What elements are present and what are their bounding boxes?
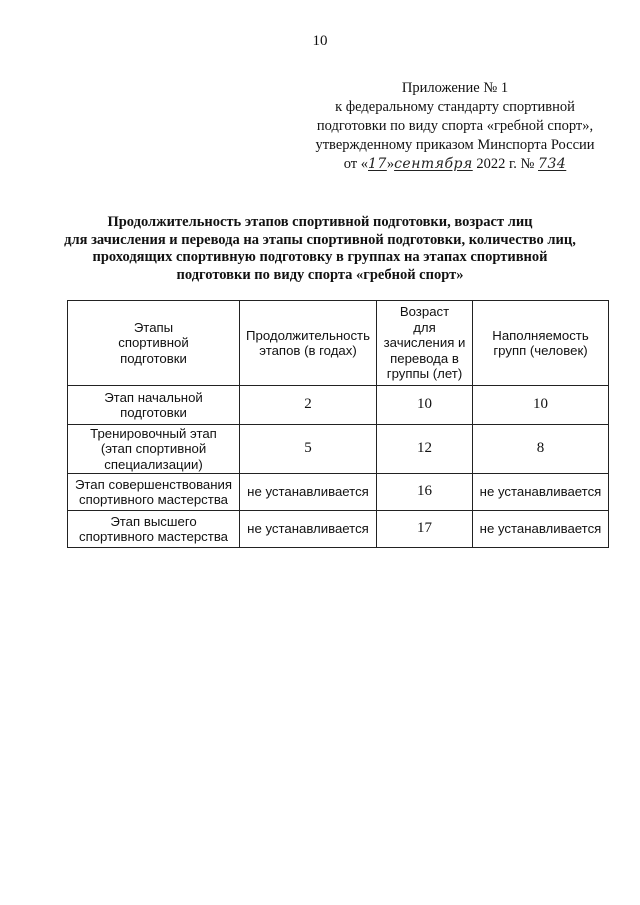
appendix-order: утвержденному приказом Минспорта России	[315, 137, 595, 153]
document-title	[40, 214, 600, 284]
cell-stage: Этап начальной подготовки	[68, 386, 240, 425]
cell-stage: Этап высшего спортивного мастерства	[68, 511, 240, 548]
header-stage: Этапы спортивной подготовки	[68, 301, 240, 386]
order-number: 734	[538, 156, 567, 172]
cell-stage: Тренировочный этап (этап спортивной специализации)	[68, 425, 240, 474]
cell-group-size: не устанавливается	[473, 511, 609, 548]
cell-age: 16	[377, 474, 473, 511]
cell-duration: 2	[240, 386, 377, 425]
cell-group-size: 10	[473, 386, 609, 425]
cell-duration: не устанавливается	[240, 474, 377, 511]
cell-stage: Этап совершенствования спортивного мастерства	[68, 474, 240, 511]
appendix-date-line	[300, 155, 610, 174]
cell-age: 17	[377, 511, 473, 548]
table-row	[68, 511, 609, 548]
table-header-row	[68, 301, 609, 386]
cell-age: 12	[377, 425, 473, 474]
title-line: подготовки по виду спорта «гребной спорт»	[176, 266, 464, 283]
header-age: Возраст для зачисления и перевода в группы (лет)	[377, 301, 473, 386]
table-row	[68, 386, 609, 425]
title-line: Продолжительность этапов спортивной подготовки, возраст лиц	[107, 214, 533, 230]
cell-group-size: 8	[473, 425, 609, 474]
table-row	[68, 474, 609, 511]
cell-duration: 5	[240, 425, 377, 474]
title-line: для зачисления и перевода на этапы спортивной подготовки, количество лиц,	[64, 231, 576, 248]
date-prefix: от «	[343, 156, 368, 172]
cell-age: 10	[377, 386, 473, 425]
appendix-standard: к федеральному стандарту спортивной	[335, 99, 575, 115]
header-duration: Продолжительность этапов (в годах)	[240, 301, 377, 386]
header-group-size: Наполняемость групп (человек)	[473, 301, 609, 386]
appendix-block	[300, 79, 610, 174]
cell-duration: не устанавливается	[240, 511, 377, 548]
stages-table	[67, 300, 609, 548]
appendix-title: Приложение № 1	[401, 80, 509, 96]
date-sep: »	[386, 156, 395, 172]
page-number: 10	[312, 33, 328, 49]
appendix-sport: подготовки по виду спорта «гребной спорт»,	[316, 118, 594, 134]
table-row	[68, 425, 609, 474]
cell-group-size: не устанавливается	[473, 474, 609, 511]
date-year: 2022 г. №	[476, 156, 535, 172]
date-day: 17	[368, 156, 387, 172]
date-month: сентября	[394, 156, 473, 172]
title-line: проходящих спортивную подготовку в группах на этапах спортивной	[92, 249, 548, 265]
